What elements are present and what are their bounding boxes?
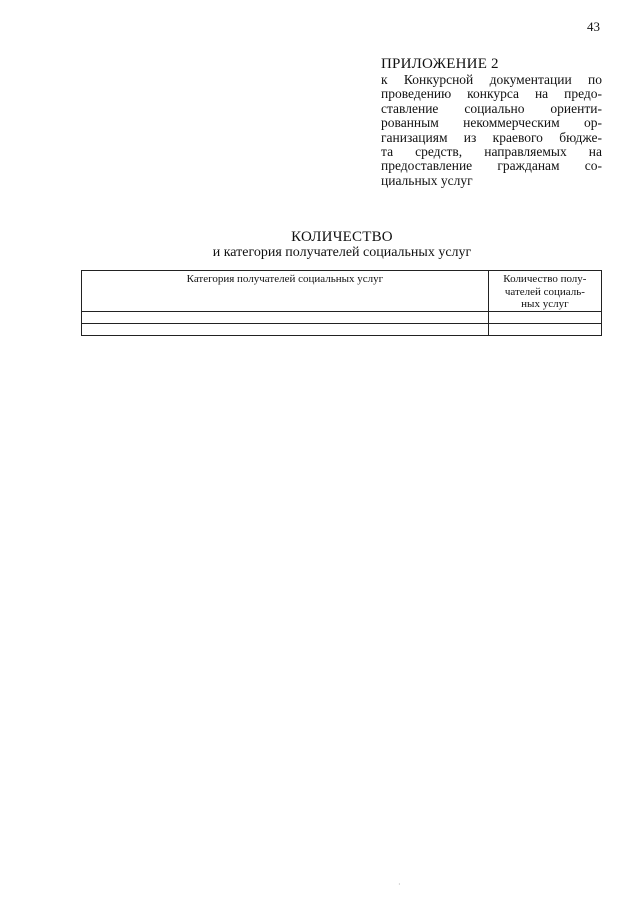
appendix-line: предоставление гражданам со- — [381, 158, 602, 174]
scan-dot: · — [398, 880, 401, 889]
appendix-line: рованным некоммерческим ор- — [381, 115, 602, 131]
appendix-title: ПРИЛОЖЕНИЕ 2 — [381, 56, 499, 72]
appendix-line: ставление социально ориенти- — [381, 100, 602, 116]
column-header-count-line: чателей социаль- — [504, 285, 585, 298]
table-cell-category — [82, 312, 489, 324]
heading-subtitle: и категория получателей социальных услуг — [212, 245, 472, 260]
column-header-count-line: Количество полу- — [503, 273, 587, 285]
appendix-line: ганизациям из краевого бюдже- — [381, 129, 602, 145]
appendix-line: та средств, направляемых на — [381, 144, 602, 160]
appendix-line: циальных услуг — [381, 172, 473, 188]
recipients-table — [81, 270, 602, 336]
table-header-row — [82, 271, 602, 312]
appendix-line: к Конкурсной документации по — [381, 72, 602, 87]
document-heading — [80, 229, 604, 260]
appendix-description — [381, 73, 602, 188]
column-header-count-line: ных услуг — [521, 298, 569, 310]
table-cell-category — [82, 324, 489, 336]
heading-title: КОЛИЧЕСТВО — [291, 229, 393, 245]
appendix-header — [381, 56, 602, 188]
column-header-count — [488, 271, 601, 312]
page-number: 43 — [587, 19, 600, 34]
appendix-line: проведению конкурса на предо- — [381, 86, 602, 102]
table-cell-count — [488, 312, 601, 324]
column-header-category: Категория получателей социальных услуг — [82, 271, 489, 312]
table-cell-count — [488, 324, 601, 336]
table-row — [82, 324, 602, 336]
table-row — [82, 312, 602, 324]
